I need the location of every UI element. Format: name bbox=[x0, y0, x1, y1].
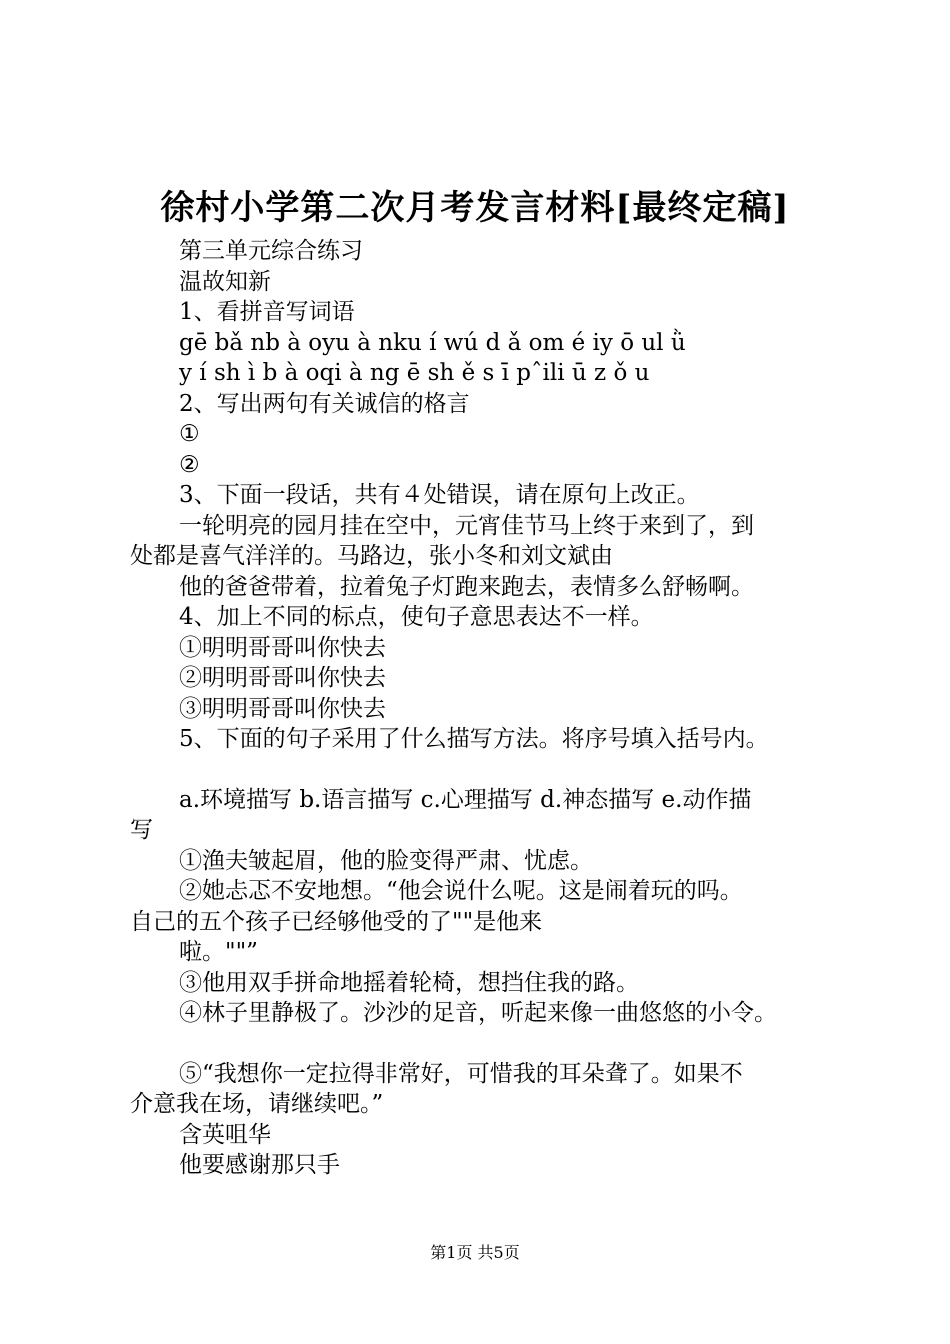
subsection-heading: 温故知新 bbox=[179, 268, 271, 295]
sentence-item-5-cont: 介意我在场，请继续吧。” bbox=[130, 1091, 384, 1117]
passage-line: 处都是喜气洋洋的。马路边，张小冬和刘文斌由 bbox=[130, 543, 613, 569]
pinyin-line-2: y í sh ì b à oqi à ng ē sh ě s ī pˆili ū z ǒ u bbox=[179, 360, 650, 386]
question-2: 2、写出两句有关诚信的格言 bbox=[179, 390, 470, 417]
sentence-item-3: ③他用双手拼命地摇着轮椅，想挡住我的路。 bbox=[179, 969, 639, 996]
passage-line: 一轮明亮的园月挂在空中，元宵佳节马上终于来到了，到 bbox=[179, 512, 754, 539]
sentence-item-1: ①渔夫皱起眉，他的脸变得严肃、忧虑。 bbox=[179, 847, 593, 874]
question-1: 1、看拼音写词语 bbox=[179, 299, 355, 325]
section-heading: 第三单元综合练习 bbox=[179, 238, 363, 264]
answer-slot-1: ① bbox=[179, 421, 200, 447]
document-body bbox=[130, 236, 830, 1181]
page-number: 第1页 共5页 bbox=[430, 1243, 520, 1262]
passage-line: 他的爸爸带着，拉着兔子灯跑来跑去，表情多么舒畅啊。 bbox=[179, 573, 754, 600]
pinyin-line-1: gē bǎ nb à oyu à nku í wú d ǎ om é iy ō ul ǜ bbox=[179, 329, 686, 356]
subsection-heading: 含英咀华 bbox=[179, 1121, 271, 1148]
question-5: 5、下面的句子采用了什么描写方法。将序号填入括号内。 bbox=[179, 726, 769, 752]
options-line: a.环境描写 b.语言描写 c.心理描写 d.神态描写 e.动作描 bbox=[179, 786, 752, 813]
punctuation-item-2: ②明明哥哥叫你快去 bbox=[179, 665, 386, 691]
punctuation-item-1: ①明明哥哥叫你快去 bbox=[179, 634, 386, 661]
page-title: 徐村小学第二次月考发言材料[最终定稿] bbox=[160, 188, 790, 228]
options-line: 写 bbox=[130, 817, 153, 843]
sentence-item-2-cont: 啦。""” bbox=[179, 939, 258, 965]
punctuation-item-3: ③明明哥哥叫你快去 bbox=[179, 695, 386, 722]
sentence-item-4: ④林子里静极了。沙沙的足音，听起来像一曲悠悠的小令。 bbox=[179, 1000, 777, 1026]
spacer bbox=[130, 755, 830, 785]
question-4: 4、加上不同的标点，使句子意思表达不一样。 bbox=[179, 604, 654, 630]
answer-slot-2: ② bbox=[179, 451, 200, 478]
text-title: 他要感谢那只手 bbox=[179, 1152, 340, 1178]
sentence-item-2: ②她忐忑不安地想。“他会说什么呢。这是闹着玩的吗。 bbox=[179, 878, 743, 904]
sentence-item-2-cont: 自己的五个孩子已经够他受的了""是他来 bbox=[130, 908, 543, 935]
question-3: 3、下面一段话，共有４处错误，请在原句上改正。 bbox=[179, 482, 700, 508]
spacer bbox=[130, 1029, 830, 1059]
sentence-item-5: ⑤“我想你一定拉得非常好，可惜我的耳朵聋了。如果不 bbox=[179, 1060, 743, 1087]
